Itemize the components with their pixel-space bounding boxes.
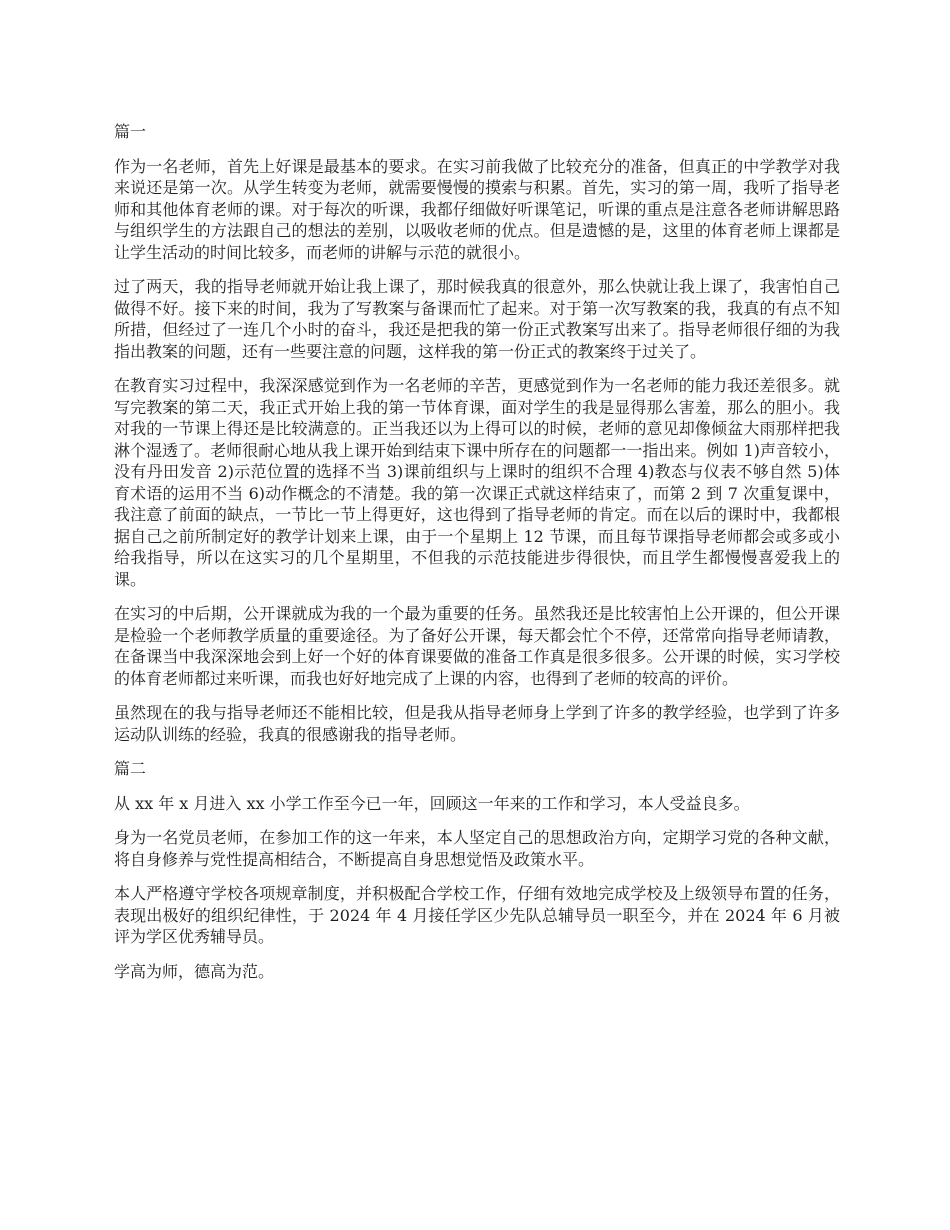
paragraph: 在教育实习过程中，我深深感觉到作为一名老师的辛苦，更感觉到作为一名老师的能力我还差很多。就写完教案的第二天，我正式开始上我的第一节体育课，面对学生的我是显得那么害羞，那么的胆小。我对我的一节课上得还是比较满意的。正当我还以为上得可以的时候，老师的意见却像倾盆大雨那样把我淋个湿透了。老师很耐心地从我上课开始到结束下课中所存在的问题都一一指出来。例如 1)声音较小，没有丹田发音 2)示范位置的选择不当 3)课前组织与上课时的组织不合理 4)教态与仪表不够自然 5)体育术语的运用不当 6)动作概念的不清楚。我的第一次课正式就这样结束了，而第 2 到 7 次重复课中，我注意了前面的缺点，一节比一节上得更好，这也得到了指导老师的肯定。而在以后的课时中，我都根据自己之前所制定好的教学计划来上课，由于一个星期上 12 节课，而且每节课指导老师都会或多或小给我指导，所以在这实习的几个星期里，不但我的示范技能进步得很快，而且学生都慢慢喜爱我上的课。 — [114, 376, 840, 589]
paragraph: 过了两天，我的指导老师就开始让我上课了，那时候我真的很意外，那么快就让我上课了，我害怕自己做得不好。接下来的时间，我为了写教案与备课而忙了起来。对于第一次写教案的我，我真的有点不知所措，但经过了一连几个小时的奋斗，我还是把我的第一份正式教案写出来了。指导老师很仔细的为我指出教案的问题，还有一些要注意的问题，这样我的第一份正式的教案终于过关了。 — [114, 277, 840, 361]
section-heading-1: 篇一 — [114, 122, 147, 141]
section-heading-2: 篇二 — [114, 759, 147, 778]
paragraph: 身为一名党员老师，在参加工作的这一年来，本人坚定自己的思想政治方向，定期学习党的各种文献，将自身修养与党性提高相结合，不断提高自身思想觉悟及政策水平。 — [114, 828, 840, 869]
document-body — [114, 121, 840, 995]
paragraph: 作为一名老师，首先上好课是最基本的要求。在实习前我做了比较充分的准备，但真正的中学教学对我来说还是第一次。从学生转变为老师，就需要慢慢的摸索与积累。首先，实习的第一周，我听了指导老师和其他体育老师的课。对于每次的听课，我都仔细做好听课笔记，听课的重点是注意各老师讲解思路与组织学生的方法跟自己的想法的差别，以吸收老师的优点。但是遗憾的是，这里的体育老师上课都是让学生活动的时间比较多，而老师的讲解与示范的就很小。 — [114, 156, 840, 262]
paragraph: 从 xx 年 x 月进入 xx 小学工作至今已一年，回顾这一年来的工作和学习，本人受益良多。 — [114, 793, 750, 813]
paragraph: 本人严格遵守学校各项规章制度，并积极配合学校工作，仔细有效地完成学校及上级领导布置的任务，表现出极好的组织纪律性，于 2024 年 4 月接任学区少先队总辅导员一职至今，并在 2024 年 6 月被评为学区优秀辅导员。 — [114, 884, 840, 946]
paragraph: 学高为师，德高为范。 — [114, 961, 275, 981]
paragraph: 虽然现在的我与指导老师还不能相比较，但是我从指导老师身上学到了许多的教学经验，也学到了许多运动队训练的经验，我真的很感谢我的指导老师。 — [114, 703, 840, 744]
paragraph: 在实习的中后期，公开课就成为我的一个最为重要的任务。虽然我还是比较害怕上公开课的，但公开课是检验一个老师教学质量的重要途径。为了备好公开课，每天都会忙个不停，还常常向指导老师请教，在备课当中我深深地会到上好一个好的体育课要做的准备工作真是很多很多。公开课的时候，实习学校的体育老师都过来听课，而我也好好地完成了上课的内容，也得到了老师的较高的评价。 — [114, 604, 840, 688]
